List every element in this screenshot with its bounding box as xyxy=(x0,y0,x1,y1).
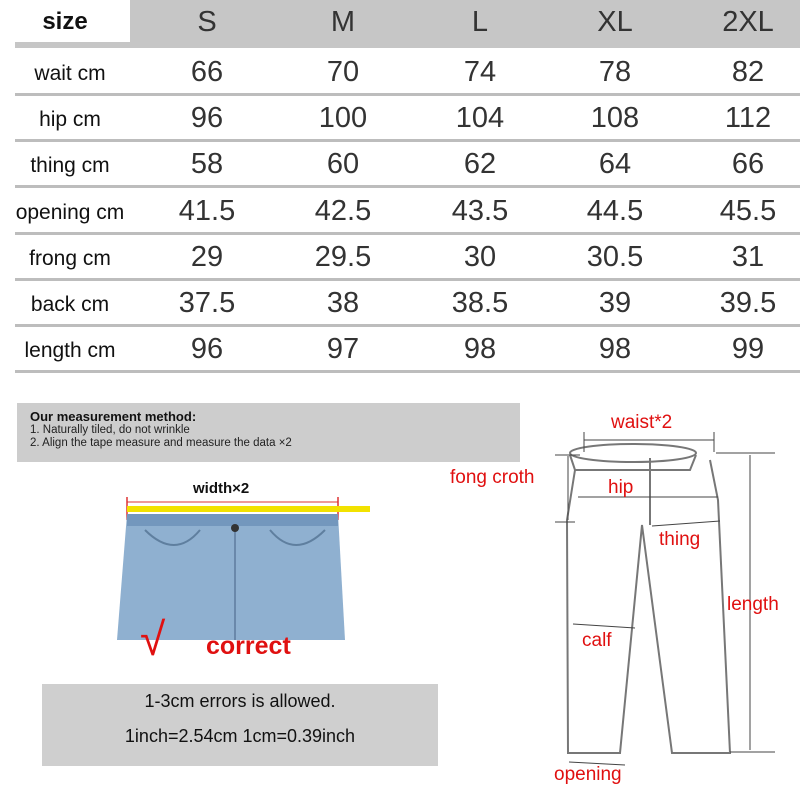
table-row xyxy=(15,96,800,142)
table-cell: 39.5 xyxy=(719,287,777,319)
table-cell: 78 xyxy=(598,56,632,88)
table-cell: 29.5 xyxy=(314,240,372,273)
waist-label: waist*2 xyxy=(611,412,673,433)
table-cell: 112 xyxy=(724,102,772,135)
table-cell: 96 xyxy=(190,102,224,135)
row-label: length cm xyxy=(24,339,116,363)
table-cell: 97 xyxy=(326,333,360,366)
table-cell: 38 xyxy=(326,287,360,319)
row-label: back cm xyxy=(30,293,110,316)
table-cell: 108 xyxy=(590,102,640,135)
error-note-box xyxy=(42,684,438,766)
table-row xyxy=(15,142,800,188)
table-cell: 104 xyxy=(455,102,505,135)
table-row xyxy=(15,281,800,327)
tape-measure xyxy=(127,506,370,512)
table-cell: 39 xyxy=(598,287,632,319)
method-step: 1. Naturally tiled, do not wrinkle xyxy=(30,424,190,436)
row-label: hip cm xyxy=(39,108,101,132)
row-label: thing cm xyxy=(30,154,110,178)
table-cell: 74 xyxy=(463,56,497,88)
size-header-2xl: 2XL xyxy=(722,6,774,38)
row-label: wait cm xyxy=(34,62,106,85)
table-cell: 99 xyxy=(731,333,765,366)
size-header-l: L xyxy=(471,6,489,38)
table-cell: 37.5 xyxy=(178,287,236,319)
check-mark-icon: √ xyxy=(140,613,166,665)
table-cell: 31 xyxy=(731,240,765,273)
method-title: Our measurement method: xyxy=(30,409,197,424)
row-label: opening cm xyxy=(15,200,125,224)
row-label: frong cm xyxy=(29,246,111,270)
correct-label: correct xyxy=(206,632,291,660)
table-row xyxy=(15,50,800,96)
table-cell: 43.5 xyxy=(451,194,509,227)
size-header-m: M xyxy=(330,6,356,38)
hip-label: hip xyxy=(608,477,634,498)
width-label: width×2 xyxy=(193,480,250,497)
table-cell: 66 xyxy=(190,56,224,88)
table-cell: 100 xyxy=(318,102,368,135)
table-header-strip xyxy=(15,42,800,48)
table-cell: 45.5 xyxy=(719,194,777,227)
size-header-xl: XL xyxy=(597,6,633,38)
table-row xyxy=(15,327,800,373)
calf-label: calf xyxy=(582,630,612,651)
size-header: size xyxy=(42,8,88,35)
thing-label: thing xyxy=(659,529,701,550)
length-label: length xyxy=(727,594,779,615)
table-cell: 82 xyxy=(731,56,765,88)
method-step: 2. Align the tape measure and measure the data ×2 xyxy=(30,437,292,449)
table-cell: 64 xyxy=(598,148,632,181)
table-cell: 98 xyxy=(598,333,632,366)
table-row xyxy=(15,189,800,235)
table-cell: 62 xyxy=(463,148,497,181)
table-cell: 30 xyxy=(463,240,497,273)
fong-croth-label: fong croth xyxy=(450,467,535,488)
table-cell: 29 xyxy=(190,240,224,273)
size-header-s: S xyxy=(197,6,217,38)
table-cell: 38.5 xyxy=(451,287,509,319)
table-cell: 44.5 xyxy=(586,194,644,227)
table-row xyxy=(15,235,800,281)
table-cell: 70 xyxy=(326,56,360,88)
table-cell: 41.5 xyxy=(178,194,236,227)
error-note: 1-3cm errors is allowed. xyxy=(144,691,336,711)
table-cell: 30.5 xyxy=(586,240,644,273)
table-cell: 60 xyxy=(326,148,360,181)
table-cell: 98 xyxy=(463,333,497,366)
table-cell: 42.5 xyxy=(314,194,372,227)
table-cell: 96 xyxy=(190,333,224,366)
opening-label: opening xyxy=(554,764,622,785)
table-cell: 58 xyxy=(190,148,224,181)
unit-conversion: 1inch=2.54cm 1cm=0.39inch xyxy=(124,726,356,746)
table-cell: 66 xyxy=(731,148,765,181)
